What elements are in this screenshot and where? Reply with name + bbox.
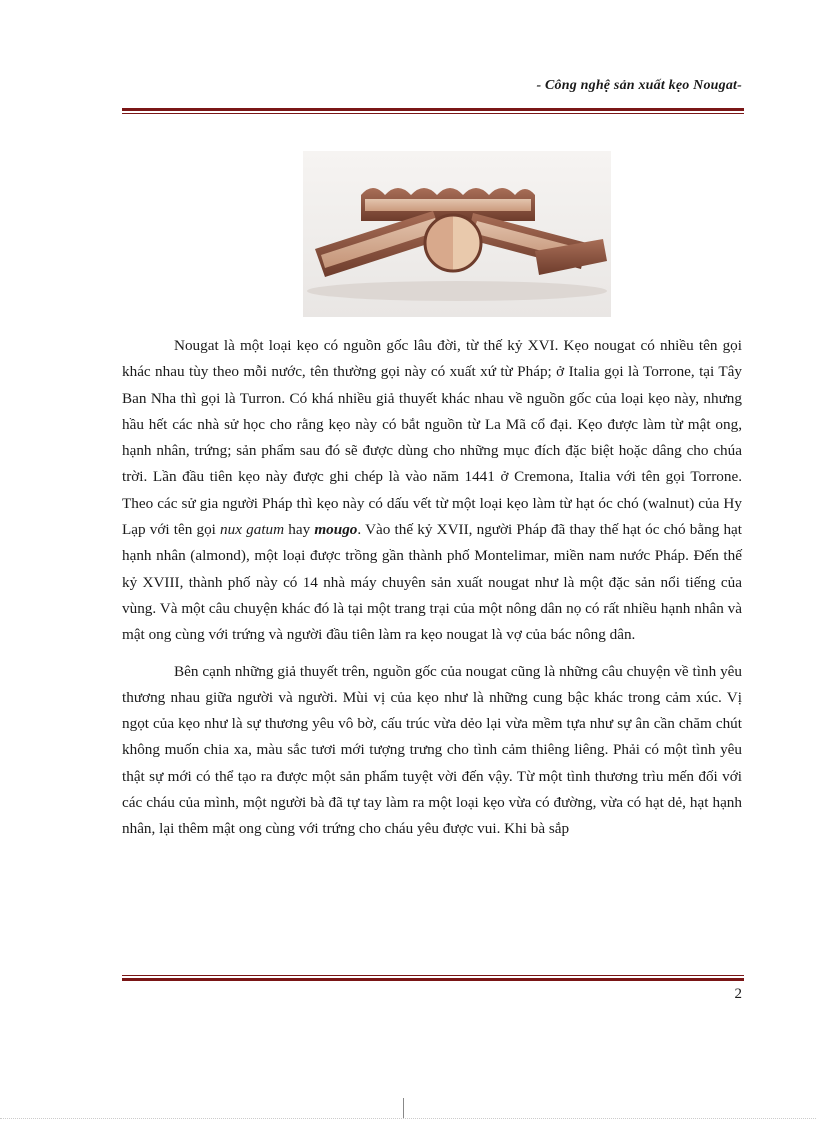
page-separator-tick: [403, 1098, 404, 1118]
page-separator: [0, 1118, 816, 1119]
header-rule: [122, 108, 744, 114]
nougat-bars-photo-icon: [303, 151, 611, 317]
italic-term: mougo: [314, 521, 358, 539]
footer-rule: [122, 975, 744, 981]
paragraph-history: Nougat là một loại kẹo có nguồn gốc lâu đời, từ thế kỷ XVI. Kẹo nougat có nhiều tên gọi khác nhau tùy theo mỗi nước, tên thường gọi này có xuất xứ từ Pháp; ở Italia gọi là Torrone, tại Tây Ban Nha thì gọi là Turron. Có khá nhiều giả thuyết khác nhau về nguồn gốc của loại kẹo này, nhưng hầu hết các nhà sử học cho rằng kẹo này có bắt nguồn từ La Mã cổ đại. Kẹo được làm từ mật ong, hạnh nhân, trứng; sản phẩm sau đó sẽ được dùng cho những mục đích đặc biệt hoặc dâng cho chúa trời. Lần đầu tiên kẹo này được ghi chép là vào năm 1441 ở Cremona, Italia với tên gọi Torrone. Theo các sử gia người Pháp thì kẹo này có dấu vết từ một loại kẹo làm từ hạt óc chó (walnut) của Hy Lạp với tên gọi nux gatum hay mougo. Vào thế kỷ XVII, người Pháp đã thay thế hạt óc chó bằng hạt hạnh nhân (almond), một loại được trồng gần thành phố Montelimar, miền nam nước Pháp. Đến thế kỷ XVIII, thành phố này có 14 nhà máy chuyên sản xuất nougat như là một đặc sản nổi tiếng của vùng. Và một câu chuyện khác đó là tại một trang trại của một nông dân nọ có rất nhiều hạnh nhân và mật ong cùng với trứng và người đầu tiên làm ra kẹo nougat là vợ của bác nông dân.: [122, 337, 742, 644]
running-header: - Công nghệ sản xuất kẹo Nougat-: [536, 78, 742, 93]
nougat-image: [303, 151, 611, 317]
italic-term: nux gatum: [220, 521, 285, 539]
body-text: [122, 333, 742, 853]
page-number: 2: [734, 986, 742, 1002]
paragraph-love-story: Bên cạnh những giả thuyết trên, nguồn gốc của nougat cũng là những câu chuyện về tình yêu thương nhau giữa người và người. Mùi vị của kẹo như là những cung bậc khác trong cảm xúc. Vị ngọt của kẹo như là sự thương yêu vô bờ, cấu trúc vừa dẻo lại vừa mềm tựa như sự ân cần chăm chút không muốn chia xa, màu sắc tươi mới tượng trưng cho tình cảm thiêng liêng. Phải có một tình yêu thật sự mới có thể tạo ra được một sản phẩm tuyệt vời đến vậy. Từ một tình thương trìu mến đối với các cháu của mình, một người bà đã tự tay làm ra một loại kẹo vừa có đường, vừa có hạt dẻ, hạt hạnh nhân, lại thêm mật ong cùng với trứng cho cháu yêu được vui. Khi bà sắp: [122, 662, 742, 838]
